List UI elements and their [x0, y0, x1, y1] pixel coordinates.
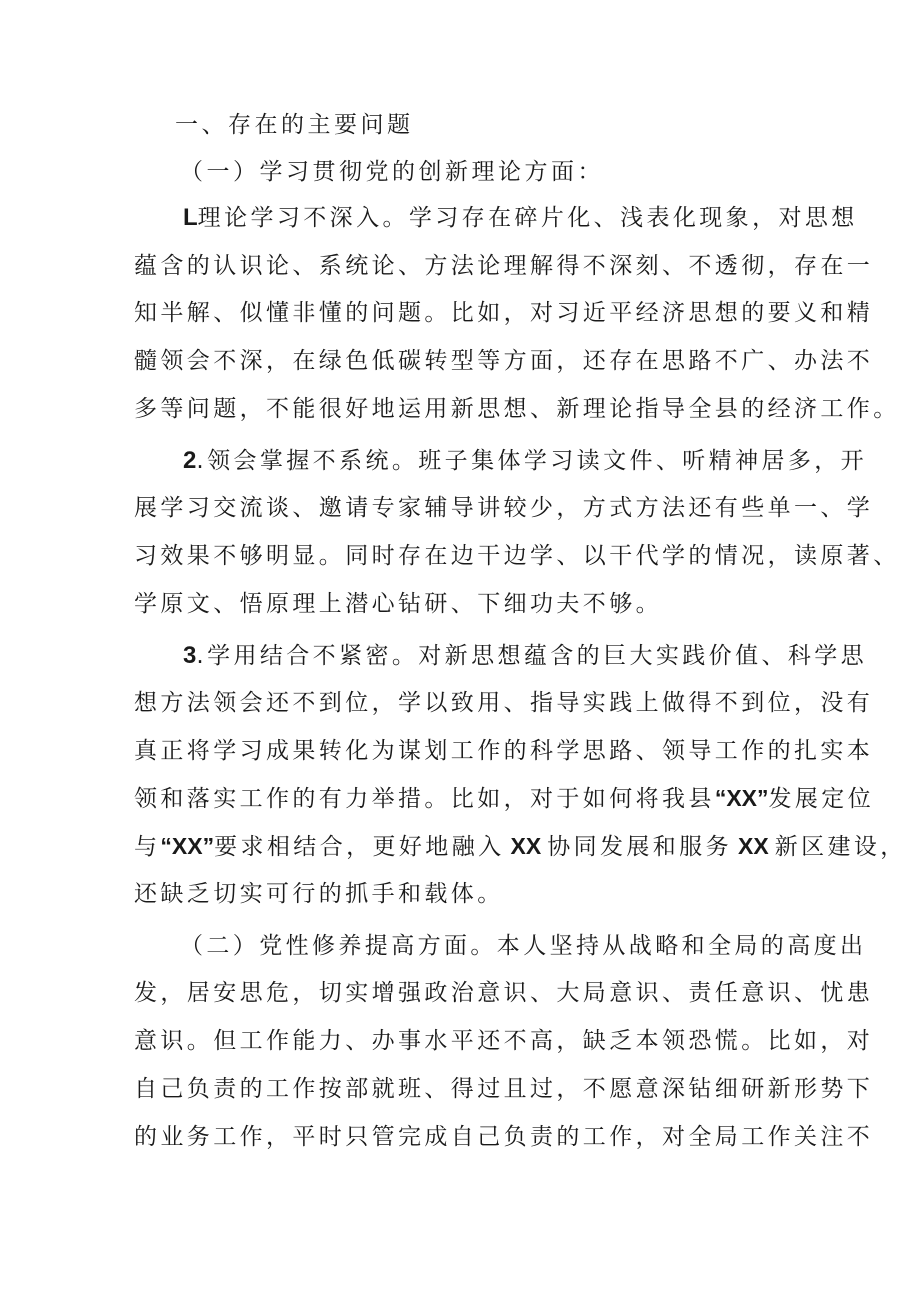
item3-line-5-placeholder-3: XX — [738, 833, 769, 859]
item2-line-1 — [183, 446, 867, 476]
item1-line-1-text: 理论学习不深入。学习存在碎片化、浅表化现象，对思想 — [197, 205, 858, 231]
item3-line-3: 真正将学习成果转化为谋划工作的科学思路、领导工作的扎实本 — [134, 738, 874, 764]
item3-line-5 — [134, 831, 907, 862]
item3-line-1-text: .学用结合不紧密。对新思想蕴含的巨大实践价值、科学思 — [196, 643, 868, 669]
item1-number: L — [183, 204, 198, 231]
item3-line-6: 还缺乏切实可行的抓手和载体。 — [134, 881, 504, 907]
section2-line-5: 的业务工作，平时只管完成自己负责的工作，对全局工作关注不 — [134, 1124, 874, 1150]
item3-line-4-text-c: 发展定位 — [768, 786, 875, 812]
subsection-title-1: （一）学习贯彻党的创新理论方面： — [180, 159, 604, 185]
item1-line-2: 蕴含的认识论、系统论、方法论理解得不深刻、不透彻，存在一 — [134, 253, 874, 279]
item1-line-5: 多等问题，不能很好地运用新思想、新理论指导全县的经济工作。 — [134, 396, 900, 422]
item3-line-4-text-a: 领和落实工作的有力举措。比如，对于如何将我县 — [134, 786, 715, 812]
item3-line-4 — [134, 783, 874, 814]
item2-line-3: 习效果不够明显。同时存在边干边学、以干代学的情况，读原著、 — [134, 543, 900, 569]
item3-line-4-placeholder: “XX” — [714, 785, 769, 811]
item2-number: 2 — [183, 447, 197, 474]
section2-line-3: 意识。但工作能力、办事水平还不高，缺乏本领恐慌。比如，对 — [134, 1028, 874, 1054]
section2-line-2: 发，居安思危，切实增强政治意识、大局意识、责任意识、忧患 — [134, 980, 874, 1006]
item2-line-1-text: .领会掌握不系统。班子集体学习读文件、听精神居多，开 — [196, 448, 868, 474]
item2-line-2: 展学习交流谈、邀请专家辅导讲较少，方式方法还有些单一、学 — [134, 495, 874, 521]
item3-line-5-placeholder-1: “XX” — [160, 833, 215, 859]
item3-line-5-text-c: 要求相结合，更好地融入 — [214, 834, 505, 860]
item3-line-1 — [183, 641, 867, 671]
item3-line-5-text-a: 与 — [134, 834, 161, 860]
item3-line-5-text-g: 新区建设， — [774, 834, 907, 860]
section2-line-1: （二）党性修养提高方面。本人坚持从战略和全局的高度出 — [180, 933, 867, 959]
item2-line-4: 学原文、悟原理上潜心钻研、下细功夫不够。 — [134, 591, 662, 617]
section2-line-4: 自己负责的工作按部就班、得过且过，不愿意深钻细研新形势下 — [134, 1076, 874, 1102]
section-heading: 一、存在的主要问题 — [175, 112, 414, 138]
item3-line-2: 想方法领会还不到位，学以致用、指导实践上做得不到位，没有 — [134, 690, 874, 716]
item3-line-5-placeholder-2: XX — [510, 833, 542, 859]
item3-line-5-text-e: 协同发展和服务 — [547, 834, 732, 860]
item1-line-4: 髓领会不深，在绿色低碳转型等方面，还存在思路不广、办法不 — [134, 348, 874, 374]
item1-line-1 — [183, 203, 858, 233]
item1-line-3: 知半解、似懂非懂的问题。比如，对习近平经济思想的要义和精 — [134, 300, 874, 326]
item3-number: 3 — [183, 642, 197, 669]
